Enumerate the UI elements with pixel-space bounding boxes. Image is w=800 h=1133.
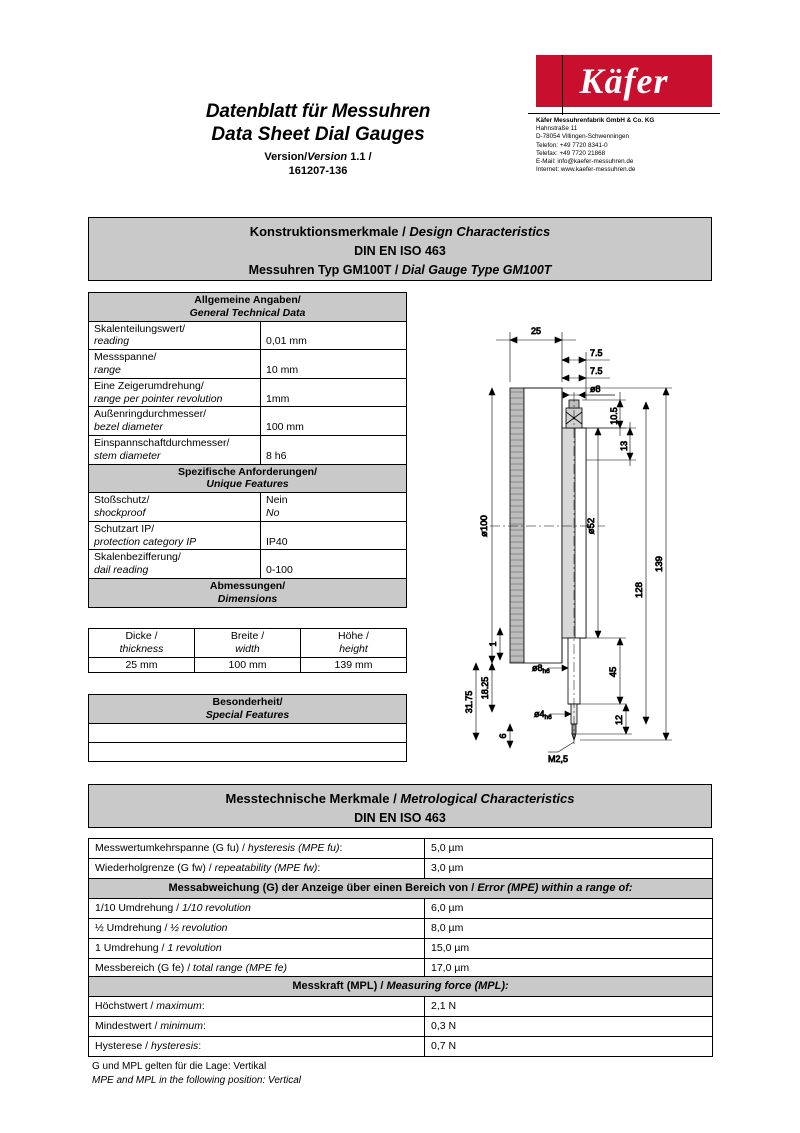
row-label-de: Skalenbezifferung/: [94, 551, 181, 564]
version-label-de: Version/: [264, 151, 308, 163]
general-data-header: [89, 293, 407, 322]
row-value: [261, 321, 407, 350]
row-label-de: Außenringdurchmesser/: [94, 408, 207, 421]
row-label-en: maximum: [156, 1000, 202, 1012]
row-label: [89, 1037, 425, 1057]
dim-col-de: Dicke /: [125, 630, 158, 642]
design-band-line1-de: Konstruktionsmerkmale /: [249, 224, 410, 239]
general-data-header-en: General Technical Data: [189, 306, 306, 319]
row-value: [261, 550, 407, 579]
row-value: 0,3 N: [425, 1017, 713, 1037]
table-row: [89, 657, 407, 673]
address-line-1: Hahnstraße 11: [536, 125, 578, 133]
row-value-text: 0,01 mm: [266, 335, 307, 348]
row-label: [89, 521, 261, 550]
address-line-3: Telefon: +49 7720 8341-0: [536, 141, 608, 149]
error-range-header-de: Messabweichung (G) der Anzeige über einen Bereich von /: [168, 882, 478, 894]
row-label-de: Hysterese /: [95, 1040, 152, 1052]
address-line-5: E-Mail: info@kaefer-messuhren.de: [536, 158, 634, 166]
svg-text:139: 139: [654, 556, 665, 572]
row-label-de: Messbereich (G fe) /: [95, 962, 194, 974]
row-label-en: range per pointer revolution: [94, 392, 223, 405]
footnote-en: MPE and MPL in the following position: Vertical: [92, 1074, 301, 1086]
row-label-de: Stoßschutz/: [94, 494, 150, 507]
svg-text:M2,5: M2,5: [548, 754, 569, 764]
row-label: [89, 939, 425, 959]
row-value-text: IP40: [266, 535, 288, 548]
design-band-line3-en: Dial Gauge Type GM100T: [401, 263, 552, 277]
row-value: 2,1 N: [425, 997, 713, 1017]
special-features-header-de: Besonderheit/: [212, 696, 283, 708]
table-row: [89, 1037, 713, 1057]
row-value: 8,0 µm: [425, 919, 713, 939]
version-line: [168, 150, 468, 164]
general-data-header-de: Allgemeine Angaben/: [194, 294, 301, 306]
row-label-en: hysteresis: [151, 1040, 199, 1052]
design-band-line3-de: Messuhren Typ GM100T /: [248, 263, 402, 277]
row-label-en: range: [94, 363, 121, 376]
row-label-en: dail reading: [94, 564, 149, 577]
row-label-de: Höchstwert /: [95, 1000, 157, 1012]
special-features-header: [89, 695, 407, 724]
dim-col-en: width: [235, 642, 260, 655]
document-header: [88, 55, 712, 200]
row-label-en: hysteresis (MPE fu): [247, 842, 340, 854]
table-row: [89, 742, 407, 761]
document-number: 161207-136: [288, 165, 348, 177]
version-number: 1.1 /: [350, 151, 372, 163]
company-address: [536, 117, 720, 174]
table-row: [89, 435, 407, 464]
row-value: 3,0 µm: [425, 859, 713, 879]
unique-features-header-de: Spezifische Anforderungen/: [177, 465, 318, 478]
row-label-tail: :: [339, 842, 343, 854]
table-row: [89, 293, 407, 322]
row-value-text: 0-100: [266, 564, 293, 577]
row-value: [261, 435, 407, 464]
logo-wordmark: Käfer: [579, 61, 669, 101]
dim-col-en: thickness: [119, 642, 164, 655]
table-row: [89, 899, 713, 919]
metrological-table: [88, 838, 713, 979]
svg-text:7.5: 7.5: [590, 348, 603, 358]
title-en: Data Sheet Dial Gauges: [211, 124, 425, 145]
table-row: [89, 350, 407, 379]
row-label-en: 1 revolution: [167, 942, 222, 954]
svg-text:ø52: ø52: [586, 517, 597, 535]
row-value: 15,0 µm: [425, 939, 713, 959]
svg-text:128: 128: [634, 582, 645, 598]
row-label-en: protection category IP: [94, 535, 197, 548]
table-row: [89, 723, 407, 742]
row-value-text: 10 mm: [266, 363, 299, 376]
row-label: [89, 919, 425, 939]
row-label-en: total range (MPE fe): [193, 962, 287, 974]
metro-band-standard: DIN EN ISO 463: [354, 811, 446, 825]
table-row: [89, 321, 407, 350]
svg-text:45: 45: [608, 666, 619, 678]
row-value: 5,0 µm: [425, 839, 713, 859]
row-value-text: 1mm: [266, 392, 290, 405]
svg-text:31.75: 31.75: [464, 690, 474, 714]
row-label-de: Mindestwert /: [95, 1020, 161, 1032]
dimensions-header-en: Dimensions: [217, 592, 278, 605]
row-label-tail: :: [317, 862, 321, 874]
row-label-de: Wiederholgrenze (G fw) /: [95, 862, 215, 874]
svg-text:18.25: 18.25: [480, 676, 490, 700]
table-row: [89, 521, 407, 550]
design-band-line1: [89, 222, 711, 242]
row-label-de: Messspanne/: [94, 351, 157, 364]
row-value: 6,0 µm: [425, 899, 713, 919]
table-row: [89, 919, 713, 939]
design-band-standard: DIN EN ISO 463: [354, 244, 446, 258]
measuring-force-header-en: Measuring force (MPL):: [386, 980, 509, 992]
row-label-de: Messwertumkehrspanne (G fu) /: [95, 842, 248, 854]
row-label-en: stem diameter: [94, 449, 161, 462]
svg-text:12: 12: [614, 714, 624, 726]
dim-col-de: Breite /: [230, 630, 265, 642]
row-label-en: shockproof: [94, 506, 146, 519]
row-label-en: bezel diameter: [94, 421, 163, 434]
unique-features-header-en: Unique Features: [206, 478, 289, 491]
row-label: [89, 350, 261, 379]
logo-rule-vertical: [562, 55, 563, 115]
row-label-en: ½ revolution: [170, 922, 228, 934]
special-features-header-en: Special Features: [205, 708, 290, 721]
row-label-de: Schutzart IP/: [94, 522, 155, 535]
svg-text:ø8: ø8: [590, 384, 601, 394]
svg-text:ø4h6: $ø4_{h6}$: [534, 709, 552, 721]
table-row: [89, 378, 407, 407]
row-value: [261, 407, 407, 436]
table-row: [89, 464, 407, 493]
logo-rule-horizontal: [528, 113, 720, 114]
address-line-6: Internet: www.kaefer-messuhren.de: [536, 166, 636, 174]
row-label-en: reading: [94, 335, 130, 348]
measuring-force-header: [89, 977, 713, 997]
svg-text:6: 6: [498, 733, 508, 739]
row-value-text: 8 h6: [266, 449, 287, 462]
dimensions-table: [88, 628, 407, 673]
dimension-column-height: [301, 629, 407, 658]
svg-text:ø8h6: $ø8_{h6}$: [532, 663, 550, 675]
design-band-line3: [89, 260, 711, 280]
row-label-tail: :: [202, 1020, 206, 1032]
measuring-force-table: [88, 976, 713, 1057]
row-label-de: Skalenteilungswert/: [94, 322, 186, 335]
address-line-0: Käfer Messuhrenfabrik GmbH & Co. KG: [536, 117, 655, 124]
row-value: [261, 350, 407, 379]
row-value: [261, 493, 407, 522]
brand-logo: [536, 55, 712, 205]
row-label-en: repeatability (MPE fw): [214, 862, 318, 874]
row-value: [261, 521, 407, 550]
row-label: [89, 1017, 425, 1037]
row-label-en: 1/10 revolution: [181, 902, 251, 914]
table-row: [89, 578, 407, 607]
row-label: [89, 407, 261, 436]
row-label: [89, 550, 261, 579]
dial-gauge-technical-drawing: [430, 300, 750, 770]
special-features-empty-row: [89, 723, 407, 742]
dim-col-de: Höhe /: [338, 630, 369, 642]
row-label: [89, 493, 261, 522]
row-label: [89, 859, 425, 879]
table-row: [89, 493, 407, 522]
svg-text:1: 1: [488, 641, 498, 647]
table-row: [89, 997, 713, 1017]
dim-col-en: height: [339, 642, 368, 655]
row-value-en: No: [266, 506, 280, 519]
special-features-table: [88, 694, 407, 762]
dimension-value-thickness: 25 mm: [89, 657, 195, 673]
metro-band-line1-en: Metrological Characteristics: [400, 791, 575, 806]
dimension-column-width: [195, 629, 301, 658]
table-row: [89, 629, 407, 658]
row-label-de: Einspannschaftdurchmesser/: [94, 436, 230, 449]
metro-band-line1-de: Messtechnische Merkmale /: [225, 791, 401, 806]
dimension-column-thickness: [89, 629, 195, 658]
address-line-4: Telefax: +49 7720 21868: [536, 149, 606, 157]
table-row: [89, 939, 713, 959]
table-row: [89, 977, 713, 997]
specification-table: [88, 292, 407, 608]
row-label: [89, 839, 425, 859]
row-label-en: minimum: [160, 1020, 203, 1032]
dimensions-header: [89, 578, 407, 607]
svg-text:13: 13: [619, 440, 629, 452]
row-value-text: 100 mm: [266, 421, 304, 434]
table-row: [89, 839, 713, 859]
row-label-de: ½ Umdrehung /: [95, 922, 171, 934]
title-block: [168, 100, 468, 178]
row-label: [89, 321, 261, 350]
row-label-de: Eine Zeigerumdrehung/: [94, 379, 204, 392]
table-row: [89, 695, 407, 724]
design-characteristics-band: [88, 217, 712, 281]
row-label: [89, 899, 425, 919]
position-footnote: [92, 1060, 301, 1087]
table-row: [89, 859, 713, 879]
table-row: [89, 879, 713, 899]
row-label-de: 1 Umdrehung /: [95, 942, 168, 954]
svg-text:7.5: 7.5: [590, 366, 603, 376]
special-features-empty-row: [89, 742, 407, 761]
footnote-de: G und MPL gelten für die Lage: Vertikal: [92, 1061, 267, 1072]
row-label: [89, 378, 261, 407]
design-band-line1-en: Design Characteristics: [409, 224, 551, 239]
svg-text:ø100: ø100: [479, 515, 490, 537]
metro-band-line1: [89, 789, 711, 809]
table-row: [89, 550, 407, 579]
error-range-header-en: Error (MPE) within a range of:: [477, 882, 633, 894]
row-label-tail: :: [198, 1040, 202, 1052]
measuring-force-header-de: Messkraft (MPL) /: [292, 980, 387, 992]
address-line-2: D-78054 Villingen-Schwenningen: [536, 133, 630, 141]
row-label: [89, 435, 261, 464]
unique-features-header: [89, 464, 407, 493]
dimensions-header-de: Abmessungen/: [209, 579, 286, 592]
svg-text:10.5: 10.5: [609, 407, 619, 425]
table-row: [89, 1017, 713, 1037]
row-label-tail: :: [201, 1000, 205, 1012]
row-label: [89, 997, 425, 1017]
table-row: [89, 407, 407, 436]
metrological-characteristics-band: [88, 784, 712, 828]
title-de: Datenblatt für Messuhren: [205, 101, 431, 122]
row-value-de: Nein: [266, 494, 288, 507]
version-label-en: Version: [307, 151, 348, 163]
dimension-value-height: 139 mm: [301, 657, 407, 673]
error-range-header: [89, 879, 713, 899]
row-value: 17,0 µm: [425, 959, 713, 979]
row-value: 0,7 N: [425, 1037, 713, 1057]
row-value: [261, 378, 407, 407]
dimension-value-width: 100 mm: [195, 657, 301, 673]
row-label-de: 1/10 Umdrehung /: [95, 902, 182, 914]
svg-text:25: 25: [530, 326, 542, 336]
